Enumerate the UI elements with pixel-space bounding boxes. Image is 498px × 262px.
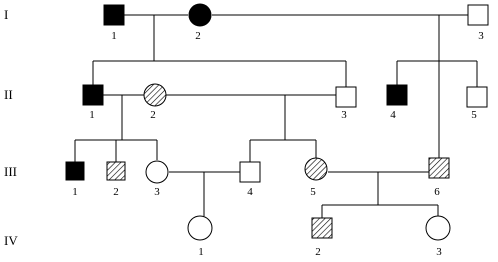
- pedigree-lines: [75, 15, 478, 218]
- male-affected-symbol: [387, 85, 407, 105]
- individual-I-1: [104, 5, 124, 42]
- generation-label-II: II: [4, 87, 13, 102]
- individual-number: 6: [434, 186, 440, 198]
- individual-number: 2: [113, 186, 119, 198]
- male-unaffected-symbol: [467, 87, 487, 107]
- individual-II-2: [144, 84, 166, 121]
- individual-III-6: [429, 158, 449, 198]
- female-unaffected-symbol: [426, 216, 450, 240]
- male-affected-symbol: [83, 85, 103, 105]
- individual-number: 1: [89, 109, 95, 121]
- individual-III-4: [240, 162, 260, 198]
- male-unaffected-symbol: [336, 87, 356, 107]
- individual-III-1: [66, 162, 84, 198]
- individual-II-4: [387, 85, 407, 121]
- individual-IV-3: [426, 216, 450, 258]
- female-unaffected-symbol: [188, 216, 212, 240]
- individual-number: 3: [478, 30, 484, 42]
- individual-IV-2: [312, 218, 332, 258]
- male-hatched-symbol: [312, 218, 332, 238]
- male-affected-symbol: [104, 5, 124, 25]
- individual-number: 3: [436, 246, 442, 258]
- male-hatched-symbol: [107, 162, 125, 180]
- individual-II-1: [83, 85, 103, 121]
- individual-number: 2: [315, 246, 321, 258]
- generation-label-III: III: [4, 164, 17, 179]
- individual-IV-1: [188, 216, 212, 258]
- individual-I-2: [189, 4, 211, 42]
- individual-number: 3: [154, 186, 160, 198]
- individual-number: 3: [341, 109, 347, 121]
- male-unaffected-symbol: [468, 5, 488, 25]
- male-affected-symbol: [66, 162, 84, 180]
- individual-number: 4: [390, 109, 396, 121]
- individual-I-3: [468, 5, 488, 42]
- female-hatched-symbol: [144, 84, 166, 106]
- generation-label-IV: IV: [4, 233, 18, 248]
- individual-number: 4: [247, 186, 253, 198]
- individual-number: 5: [471, 109, 477, 121]
- female-affected-symbol: [189, 4, 211, 26]
- individual-II-5: [467, 87, 487, 121]
- individual-number: 2: [195, 30, 201, 42]
- female-hatched-symbol: [305, 158, 327, 180]
- male-unaffected-symbol: [240, 162, 260, 182]
- individual-number: 1: [111, 30, 117, 42]
- individual-number: 2: [150, 109, 156, 121]
- male-hatched-symbol: [429, 158, 449, 178]
- individual-III-3: [146, 161, 168, 198]
- individual-number: 1: [198, 246, 204, 258]
- individual-number: 5: [310, 186, 316, 198]
- female-unaffected-symbol: [146, 161, 168, 183]
- individual-III-5: [305, 158, 327, 198]
- individual-II-3: [336, 87, 356, 121]
- generation-label-I: I: [4, 7, 9, 22]
- individual-number: 1: [72, 186, 78, 198]
- individual-III-2: [107, 162, 125, 198]
